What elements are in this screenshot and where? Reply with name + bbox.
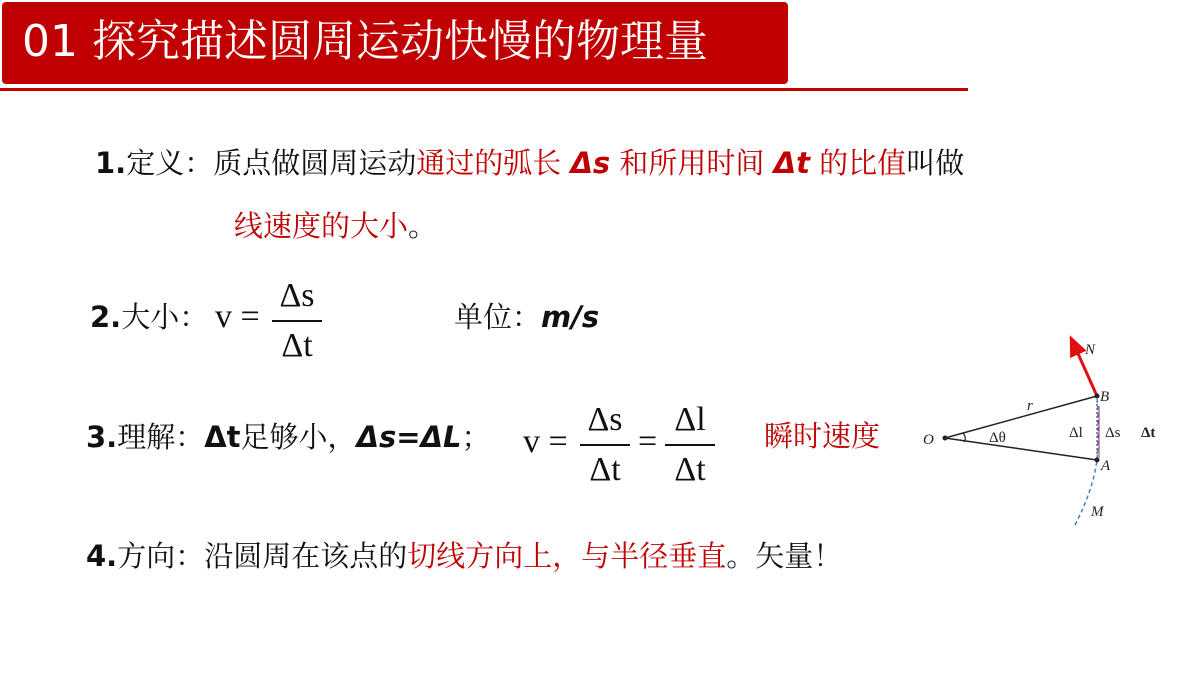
magnitude-fraction — [272, 274, 322, 368]
fraction-numerator: Δs — [279, 277, 315, 314]
item1-number: 1. — [95, 146, 127, 180]
fraction2-bar — [665, 444, 715, 446]
label-O: O — [923, 432, 934, 448]
item3-cond-ds-dl: Δs=ΔL — [356, 420, 462, 454]
fraction1-numerator: Δs — [587, 401, 623, 438]
item1-symbol-s: Δs — [570, 146, 611, 180]
fraction1-bar — [580, 444, 630, 446]
equals-symbol: = — [638, 423, 658, 460]
item2-label: 大小： — [121, 300, 209, 334]
item4-red-a: 切线方向上，与半径垂直 — [407, 539, 727, 573]
understanding-fraction-1 — [580, 398, 630, 492]
item4-number: 4. — [86, 539, 118, 573]
fraction2-numerator: Δl — [674, 401, 706, 438]
item3-cond-small: 足够小， — [240, 420, 357, 454]
label-dt: Δt — [1141, 425, 1156, 441]
label-M: M — [1091, 504, 1104, 520]
equals-sign — [638, 422, 657, 462]
item4-text-b: 。矢量！ — [726, 539, 843, 573]
fraction-denominator: Δt — [281, 327, 313, 364]
formula-v-equals: v = — [215, 298, 260, 335]
magnitude-lhs — [215, 297, 260, 337]
fraction1-denominator: Δt — [589, 451, 621, 488]
point-B — [1095, 394, 1100, 399]
fraction-bar — [272, 320, 322, 322]
item1-text-a: 质点做圆周运动 — [213, 146, 417, 180]
unit-label: 单位： — [454, 300, 542, 334]
direction-line — [86, 536, 842, 576]
label-dtheta: Δθ — [989, 430, 1006, 446]
unit-line — [454, 297, 599, 337]
item1-red-b: 和所用时间 — [619, 146, 765, 180]
label-dl: Δl — [1069, 425, 1083, 441]
item1-red-c: 的比值 — [819, 146, 907, 180]
label-N: N — [1085, 342, 1096, 358]
velocity-diagram — [915, 330, 1175, 530]
item3-cond-semicolon: ； — [461, 420, 491, 454]
title-banner — [2, 2, 788, 84]
point-O — [943, 436, 948, 441]
item4-label: 方向： — [117, 539, 205, 573]
item3-cond-dt: Δt — [204, 420, 241, 454]
instant-velocity-text: 瞬时速度 — [764, 419, 881, 453]
magnitude-label — [90, 297, 208, 337]
title-underline — [0, 88, 968, 91]
point-A — [1095, 458, 1100, 463]
item1-line2-red: 线速度的大小 — [234, 209, 409, 243]
unit-value: m/s — [541, 300, 600, 334]
item1-line2-end: 。 — [408, 209, 438, 243]
label-A: A — [1101, 458, 1111, 474]
formula2-v-equals: v = — [523, 423, 568, 460]
instantaneous-velocity — [764, 416, 880, 456]
item1-red-a: 通过的弧长 — [416, 146, 562, 180]
item3-label: 理解： — [117, 420, 205, 454]
fraction2-denominator: Δt — [674, 451, 706, 488]
item4-text-a: 沿圆周在该点的 — [204, 539, 408, 573]
label-r: r — [1027, 398, 1033, 414]
definition-line-2 — [234, 206, 437, 246]
slide-title: 01 探究描述圆周运动快慢的物理量 — [22, 16, 708, 67]
item1-symbol-t: Δt — [773, 146, 810, 180]
label-ds: Δs — [1105, 425, 1121, 441]
radius-line-OA — [945, 438, 1097, 460]
item2-number: 2. — [90, 300, 122, 334]
item1-text-b: 叫做 — [906, 146, 965, 180]
understanding-fraction-2 — [665, 398, 715, 492]
label-B: B — [1100, 389, 1110, 405]
item1-label: 定义： — [126, 146, 214, 180]
understanding-lhs — [523, 422, 568, 462]
definition-line-1 — [95, 143, 964, 183]
understanding-line — [86, 417, 491, 457]
item3-number: 3. — [86, 420, 118, 454]
